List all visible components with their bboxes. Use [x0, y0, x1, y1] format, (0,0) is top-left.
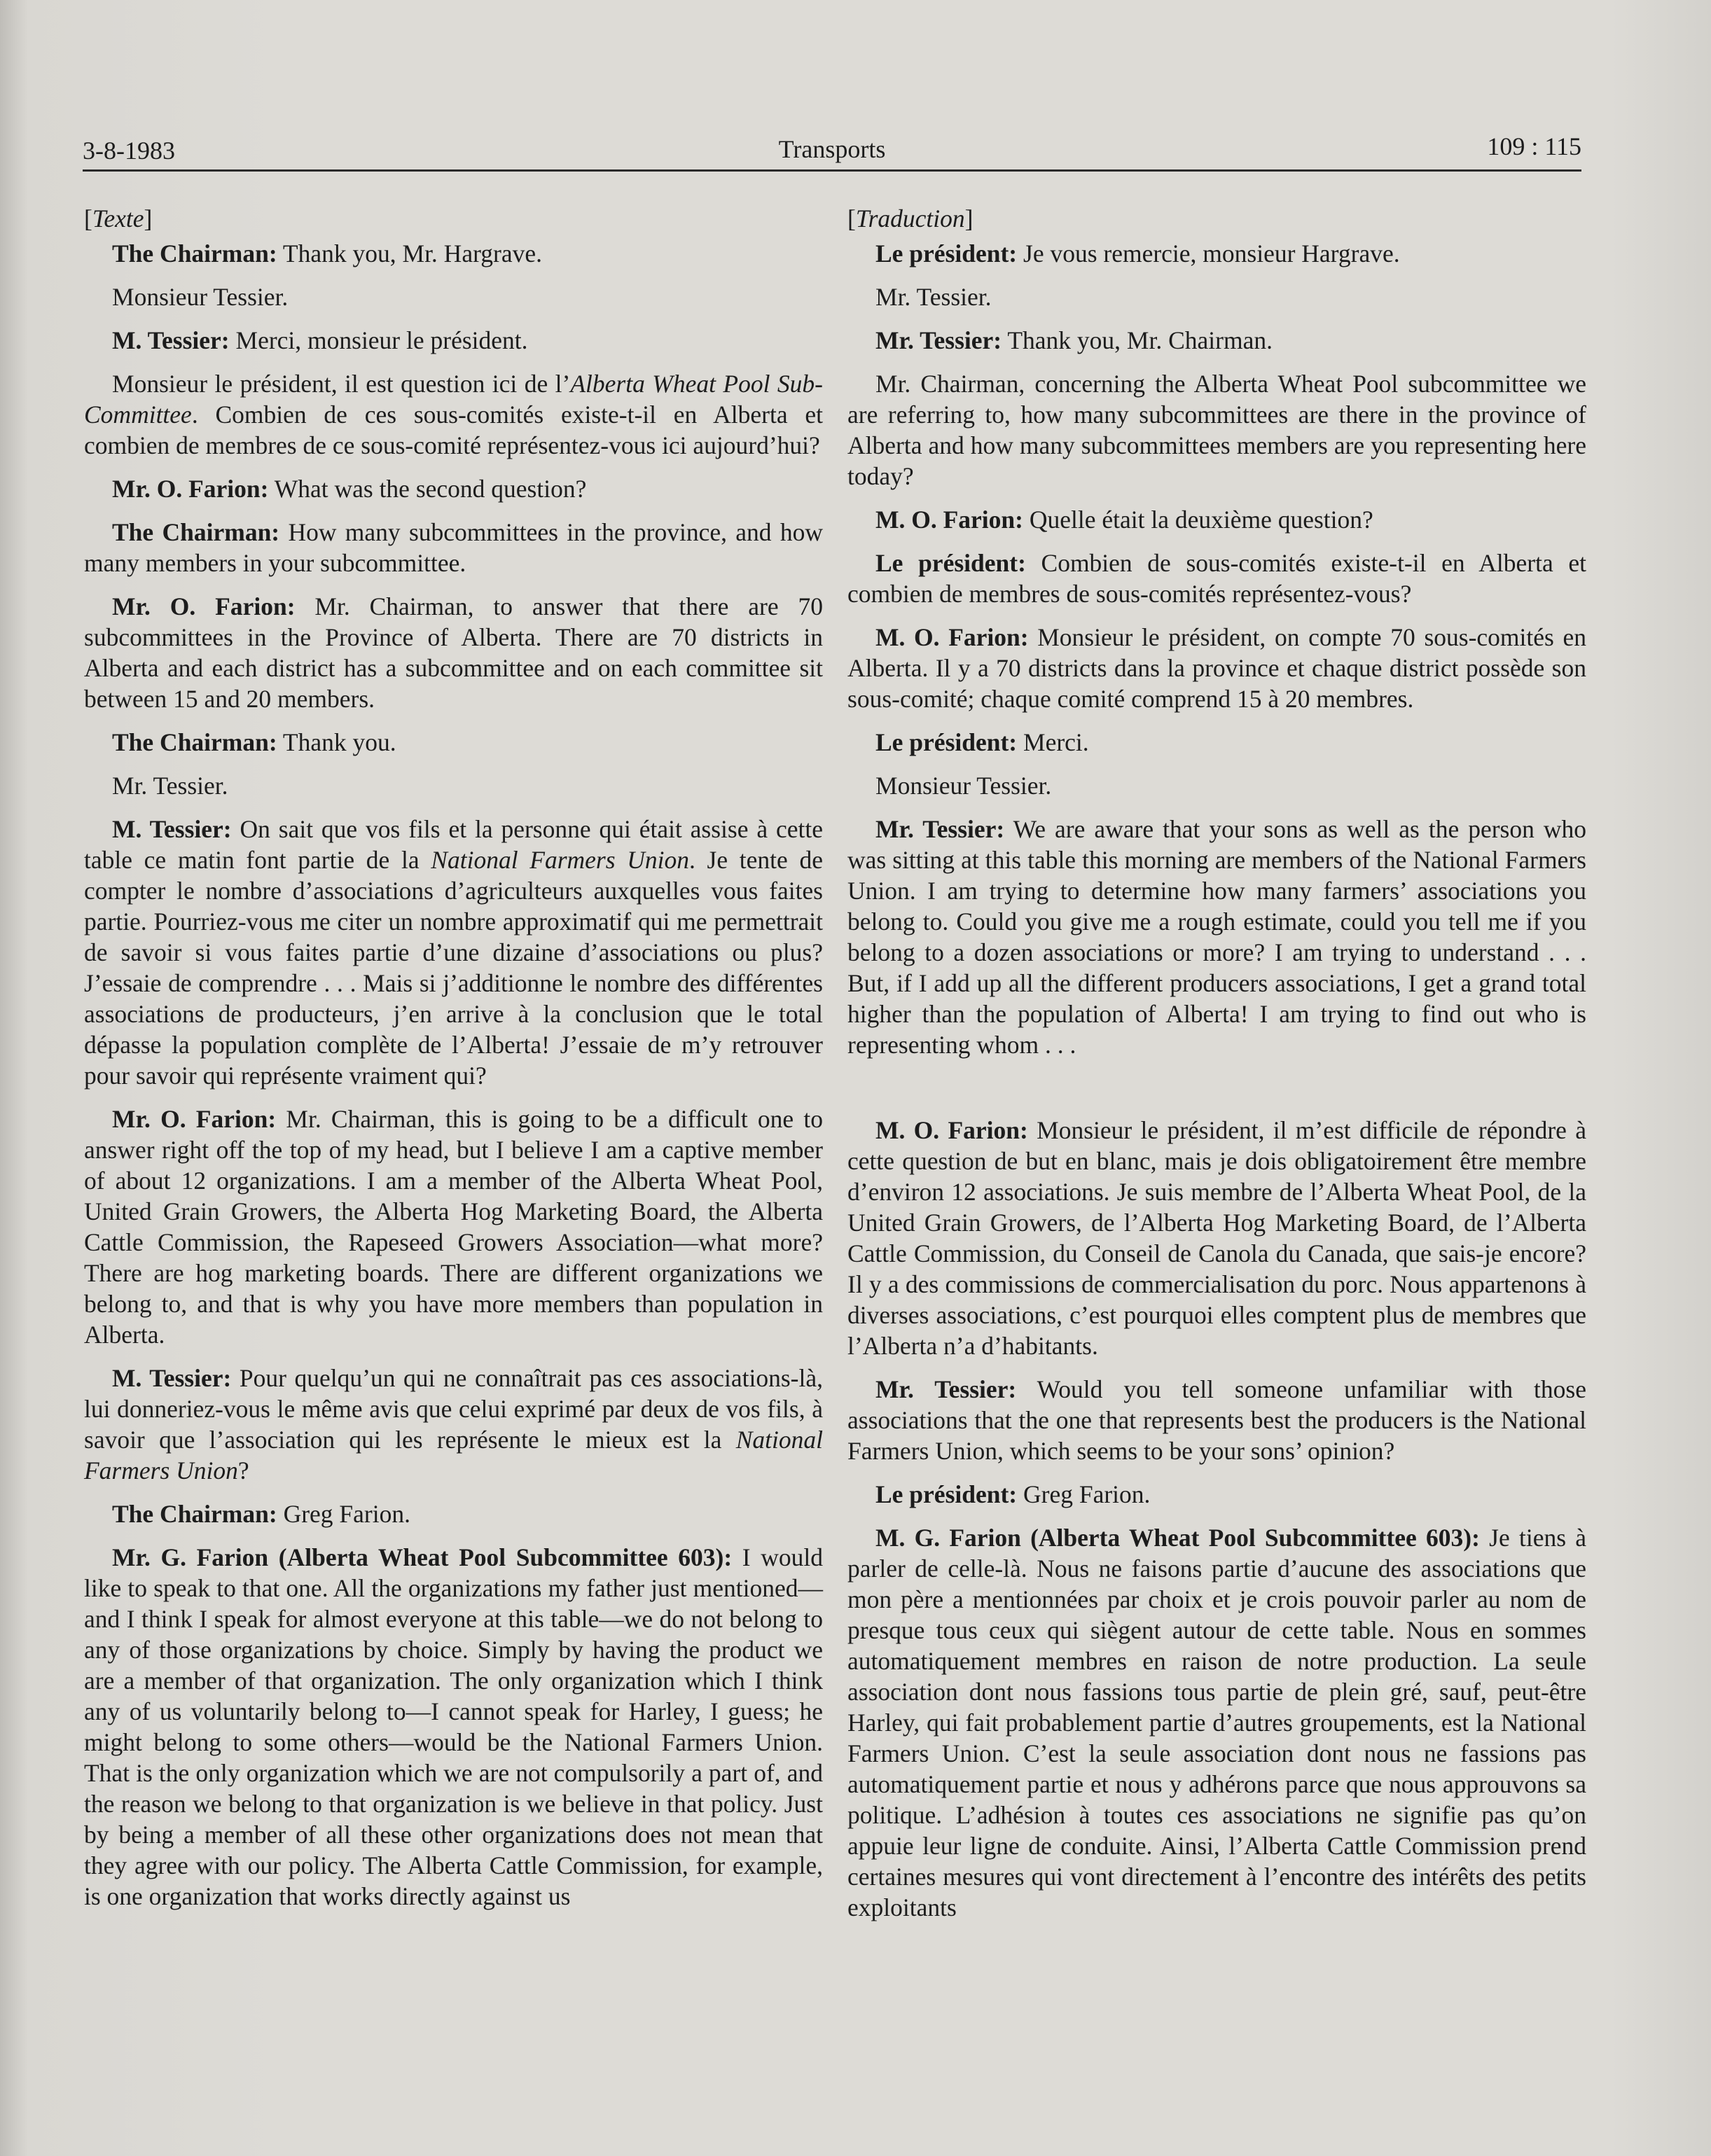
paragraph: Mr. Chairman, concerning the Alberta Wheat Pool subcommittee we are referring to, how many subcommittees are there in the province of Alberta and how many subcommittees members are you representing here today?: [847, 370, 1586, 490]
paragraph: Le président: Combien de sous-comités existe-t-il en Alberta et combien de membres de sous-comités représentez-vous?: [847, 549, 1586, 608]
paragraph: Mr. O. Farion: Mr. Chairman, this is going to be a difficult one to answer right off the top of my head, but I believe I am a captive member of about 12 organizations. I am a member of the Alberta Wheat Pool, United Grain Growers, the Alberta Hog Marketing Board, the Alberta Cattle Commission, the Rapeseed Growers Association—what more? There are hog marketing boards. There are different organizations we belong to, and that is why you have more members than population in Alberta.: [84, 1105, 823, 1349]
language-label-texte: [Texte]: [84, 204, 153, 232]
paragraph: Mr. Tessier: We are aware that your sons as well as the person who was sitting at this table this morning are members of the National Farmers Union. I am trying to determine how many farmers’ associations you belong to. Could you give me a rough estimate, could you tell me if you belong to a dozen associations or more? I am trying to understand . . . But, if I add up all the different producers associations, I get a grand total higher than the population of Alberta! I am trying to find out who is representing whom . . .: [847, 815, 1586, 1059]
paragraph: Mr. O. Farion: Mr. Chairman, to answer that there are 70 subcommittees in the Province of Alberta. There are 70 districts in Alberta and each district has a subcommittee and on each committee sit between 15 and 20 members.: [84, 592, 823, 713]
paragraph: Mr. Tessier: Would you tell someone unfamiliar with those associations that the one that represents best the producers is the National Farmers Union, which seems to be your sons’ opinion?: [847, 1375, 1586, 1465]
paragraph: Monsieur Tessier.: [112, 283, 289, 311]
paragraph: Mr. Tessier.: [112, 772, 228, 800]
header-date: 3-8-1983: [83, 137, 175, 165]
paragraph: M. Tessier: Merci, monsieur le président.: [112, 326, 528, 354]
paragraph: M. O. Farion: Monsieur le président, il m’est difficile de répondre à cette question de but en blanc, mais je dois obligatoirement être membre d’environ 12 associations. Je suis membre de l’Alberta Wheat Pool, de la United Grain Growers, de l’Alberta Hog Marketing Board, de l’Alberta Cattle Commission, du Conseil de Canola du Canada, que sais-je encore? Il y a des commissions de commercialisation du porc. Nous appartenons à diverses associations, c’est pourquoi elles comptent plus de membres que l’Alberta n’a d’habitants.: [847, 1116, 1586, 1360]
paragraph: M. Tessier: Pour quelqu’un qui ne connaîtrait pas ces associations-là, lui donneriez-vous le même avis que celui exprimé par deux de vos fils, à savoir que l’association qui les représente le mieux est la National Farmers Union?: [84, 1364, 823, 1484]
paragraph: M. O. Farion: Monsieur le président, on compte 70 sous-comités en Alberta. Il y a 70 districts dans la province et chaque district possède son sous-comité; chaque comité comprend 15 à 20 membres.: [847, 623, 1586, 713]
paragraph: M. Tessier: On sait que vos fils et la personne qui était assise à cette table ce matin font partie de la National Farmers Union. Je tente de compter le nombre d’associations d’agriculteurs auxquelles vous faites partie. Pourriez-vous me citer un nombre approximatif qui me permettrait de savoir si vous faites partie d’une dizaine d’associations ou plus? J’essaie de comprendre . . . Mais si j’additionne le nombre des différentes associations de producteurs, j’en arrive à la conclusion que le total dépasse la population complète de l’Alberta! J’essaie de m’y retrouver pour savoir qui représente vraiment qui?: [84, 815, 823, 1090]
paragraph: Mr. Tessier: Thank you, Mr. Chairman.: [875, 326, 1273, 354]
paragraph: Le président: Merci.: [875, 728, 1089, 756]
right-column-translation: [847, 203, 1586, 1935]
paragraph: Monsieur Tessier.: [875, 772, 1052, 800]
page-header: [83, 126, 1581, 172]
paragraph: M. G. Farion (Alberta Wheat Pool Subcommittee 603): Je tiens à parler de celle-là. Nous ne faisons partie d’aucune des associations que mon père a mentionnées par choix et je crois pouvoir parler au nom de presque tous ceux qui siègent autour de cette table. Nous en sommes automatiquement membres en raison de notre production. La seule association dont nous fassions tous partie de plein gré, sauf, peut-être Harley, qui fait probablement partie d’autres groupements, est la National Farmers Union. C’est la seule association dont nous ne fassions pas automatiquement partie et nous y adhérons parce que nous approuvons sa politique. L’adhésion à toutes ces associations ne signifie pas qu’on appuie leur ligne de conduite. Ainsi, l’Alberta Cattle Commission prend certaines mesures qui vont directement à l’encontre des intérêts des petits exploitants: [847, 1524, 1586, 1921]
paragraph: Le président: Greg Farion.: [875, 1480, 1151, 1508]
paragraph: Mr. G. Farion (Alberta Wheat Pool Subcommittee 603): I would like to speak to that one. All the organizations my father just mentioned—and I think I speak for almost everyone at this table—we do not belong to any of those organizations by choice. Simply by having the product we are a member of that organization. The only organization which I think any of us voluntarily belong to—I cannot speak for Harley, I guess; he might belong to some others—would be the National Farmers Union. That is the only organization which we are not compulsorily a part of, and the reason we belong to that organization is we believe in that policy. Just by being a member of all these other organizations does not mean that they agree with our policy. The Alberta Cattle Commission, for example, is one organization that works directly against us: [84, 1543, 823, 1910]
paragraph: Mr. O. Farion: What was the second question?: [112, 475, 587, 503]
paragraph: M. O. Farion: Quelle était la deuxième question?: [875, 506, 1373, 534]
paragraph: The Chairman: Thank you, Mr. Hargrave.: [112, 239, 542, 267]
header-page-number: 109 : 115: [1487, 132, 1581, 160]
column-gap: [847, 1073, 1586, 1115]
paragraph: Monsieur le président, il est question ici de l’Alberta Wheat Pool Sub-Committee. Combien de ces sous-comités existe-t-il en Alberta et combien de membres de ce sous-comité représentez-vous ici aujourd’hui?: [84, 370, 823, 459]
paragraph: The Chairman: Thank you.: [112, 728, 396, 756]
language-label-traduction: [Traduction]: [847, 204, 974, 232]
header-title: Transports: [778, 135, 886, 163]
paragraph: Le président: Je vous remercie, monsieur Hargrave.: [875, 239, 1400, 267]
left-column-english-original: [84, 203, 823, 1924]
paragraph: Mr. Tessier.: [875, 283, 992, 311]
paragraph: The Chairman: How many subcommittees in the province, and how many members in your subcommittee.: [84, 518, 823, 577]
paragraph: The Chairman: Greg Farion.: [112, 1500, 410, 1528]
